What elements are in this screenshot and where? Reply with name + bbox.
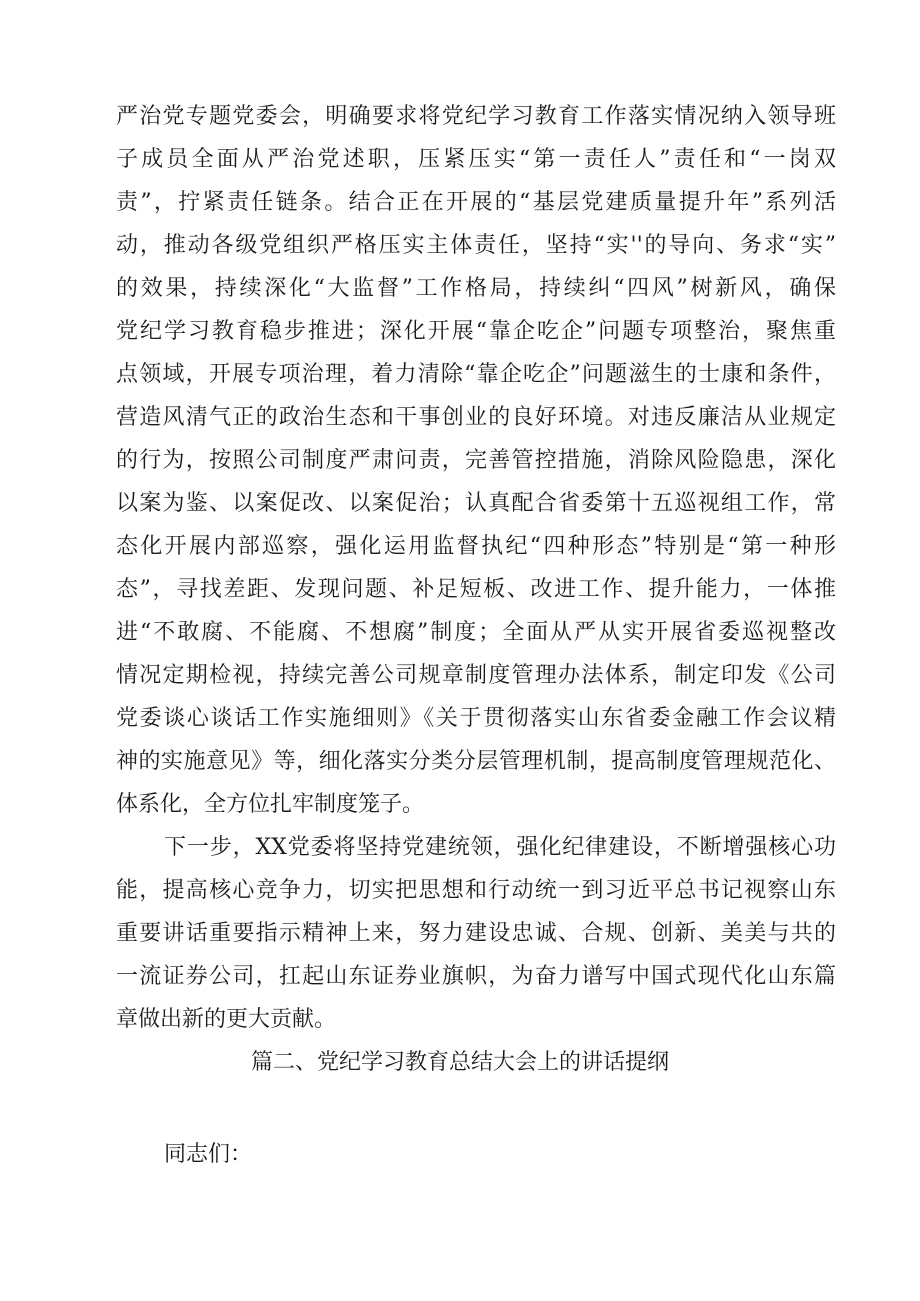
paragraph-line: 章做出新的更大贡献。 bbox=[116, 1007, 337, 1032]
paragraph-line: 情况定期检视，持续完善公司规章制度管理办法体系，制定印发《公司 bbox=[116, 663, 836, 688]
section-heading: 篇二、党纪学习教育总结大会上的讲话提纲 bbox=[250, 1050, 669, 1075]
paragraph-line: 能，提高核心竞争力，切实把思想和行动统一到习近平总书记视察山东 bbox=[116, 878, 836, 903]
paragraph-line: 态”，寻找差距、发现问题、补足短板、改进工作、提升能力，一体推 bbox=[116, 577, 836, 602]
paragraph-line: 态化开展内部巡察，强化运用监督执纪“四种形态”特别是“第一种形 bbox=[116, 534, 836, 559]
paragraph-line: 子成员全面从严治党述职，压紧压实“第一责任人”责任和“一岗双 bbox=[116, 147, 836, 172]
paragraph-line: 体系化，全方位扎牢制度笼子。 bbox=[116, 792, 425, 817]
paragraph-line: 点领域，开展专项治理，着力清除“靠企吃企”问题滋生的士康和条件， bbox=[116, 362, 836, 387]
paragraph-line: 重要讲话重要指示精神上来，努力建设忠诚、合规、创新、美美与共的 bbox=[116, 921, 836, 946]
paragraph-line: 以案为鉴、以案促改、以案促治；认真配合省委第十五巡视组工作，常 bbox=[116, 491, 836, 516]
paragraph-line: 责”，拧紧责任链条。结合正在开展的“基层党建质量提升年”系列活 bbox=[116, 190, 836, 215]
paragraph-line: 党纪学习教育稳步推进；深化开展“靠企吃企”问题专项整治，聚焦重 bbox=[116, 319, 836, 344]
paragraph-line: 神的实施意见》等，细化落实分类分层管理机制，提高制度管理规范化、 bbox=[116, 749, 836, 774]
paragraph-line: 一流证券公司，扛起山东证券业旗帜，为奋力谱写中国式现代化山东篇 bbox=[116, 964, 836, 989]
paragraph-line: 进“不敢腐、不能腐、不想腐”制度；全面从严从实开展省委巡视整改 bbox=[116, 620, 836, 645]
salutation: 同志们： bbox=[164, 1142, 253, 1167]
paragraph-line: 动，推动各级党组织严格压实主体责任，坚持“实''的导向、务求“实” bbox=[116, 233, 836, 258]
paragraph-line: 党委谈心谈话工作实施细则》《关于贯彻落实山东省委金融工作会议精 bbox=[116, 706, 836, 731]
paragraph-line: 严治党专题党委会，明确要求将党纪学习教育工作落实情况纳入领导班 bbox=[116, 104, 836, 129]
paragraph-line: 营造风清气正的政治生态和干事创业的良好环境。对违反廉洁从业规定 bbox=[116, 405, 836, 430]
paragraph-line: 的行为，按照公司制度严肃问责，完善管控措施，消除风险隐患，深化 bbox=[116, 448, 836, 473]
paragraph-line: 下一步，XX党委将坚持党建统领，强化纪律建设，不断增强核心功 bbox=[164, 835, 836, 860]
paragraph-line: 的效果，持续深化“大监督”工作格局，持续纠“四风”树新风，确保 bbox=[116, 276, 836, 301]
